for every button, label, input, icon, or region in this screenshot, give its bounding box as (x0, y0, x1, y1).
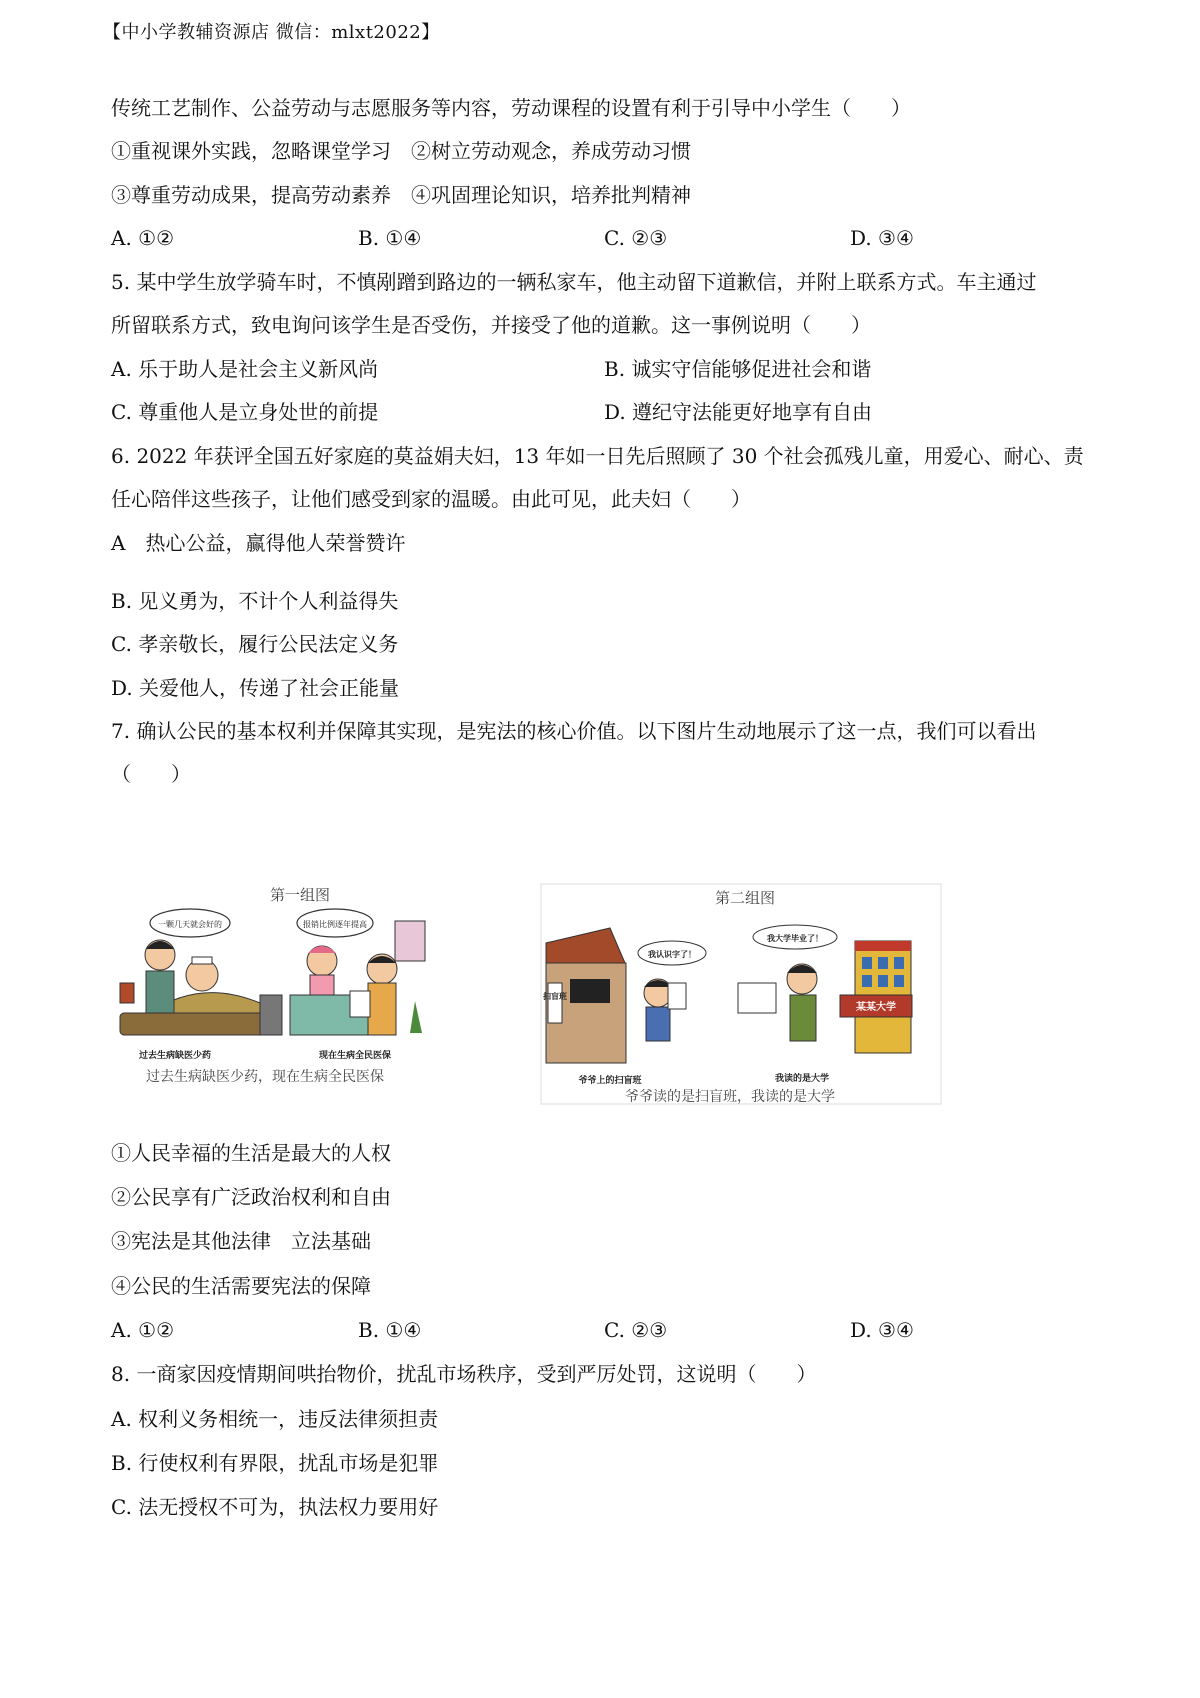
page-header: 【中小学教辅资源店 微信：mlxt2022】 (103, 22, 440, 43)
q6-option-c: C. 孝亲敬长，履行公民法定义务 (111, 632, 399, 656)
panel-now-insurance (290, 909, 425, 1061)
group1-title: 第一组图 (269, 886, 331, 904)
q7-statement-4: ④公民的生活需要宪法的保障 (111, 1274, 371, 1298)
comic-group-2 (540, 883, 950, 1108)
panel-literacy-class (543, 928, 706, 1086)
q6-option-d: D. 关爱他人，传递了社会正能量 (111, 676, 400, 700)
q6-stem-line1: 6. 2022 年获评全国五好家庭的莫益娟夫妇，13 年如一日先后照顾了 30 个社会孤残儿童，用爱心、耐心、责 (111, 444, 1084, 468)
q5-option-b: B. 诚实守信能够促进社会和谐 (604, 357, 872, 381)
q7-statement-1: ①人民幸福的生活是最大的人权 (111, 1141, 391, 1165)
q7-option-d: D. ③④ (850, 1318, 914, 1342)
group2-bubble2: 我大学毕业了！ (767, 934, 823, 943)
group1-label2: 现在生病全民医保 (318, 1051, 392, 1061)
q5-option-a: A. 乐于助人是社会主义新风尚 (111, 357, 379, 381)
group2-sign2: 某某大学 (856, 1002, 896, 1013)
q5-stem-line1: 5. 某中学生放学骑车时，不慎剐蹭到路边的一辆私家车，他主动留下道歉信，并附上联系方式。车主通过 (111, 270, 1037, 294)
q5-option-d: D. 遵纪守法能更好地享有自由 (604, 400, 873, 424)
q4-statements-1: ①重视课外实践，忽略课堂学习 ②树立劳动观念，养成劳动习惯 (111, 139, 691, 163)
q8-option-a: A. 权利义务相统一，违反法律须担责 (111, 1407, 439, 1431)
q6-stem-line2: 任心陪伴这些孩子，让他们感受到家的温暖。由此可见，此夫妇（ ） (111, 487, 751, 511)
q5-option-c: C. 尊重他人是立身处世的前提 (111, 400, 379, 424)
q4-option-c: C. ②③ (604, 226, 668, 250)
q7-option-a: A. ①② (111, 1318, 175, 1342)
q7-option-b: B. ①④ (358, 1318, 422, 1342)
q8-option-b: B. 行使权利有界限，扰乱市场是犯罪 (111, 1451, 439, 1475)
group1-label1: 过去生病缺医少药 (138, 1051, 212, 1061)
group1-bubble2: 报销比例逐年提高 (303, 920, 367, 929)
q4-stem: 传统工艺制作、公益劳动与志愿服务等内容，劳动课程的设置有利于引导中小学生（ ） (111, 96, 911, 120)
group2-sign1: 扫盲班 (543, 992, 567, 1001)
group2-caption: 爷爷读的是扫盲班，我读的是大学 (625, 1089, 835, 1105)
q5-stem-line2: 所留联系方式，致电询问该学生是否受伤，并接受了他的道歉。这一事例说明（ ） (111, 313, 871, 337)
q8-stem: 8. 一商家因疫情期间哄抬物价，扰乱市场秩序，受到严厉处罚，这说明（ ） (111, 1362, 817, 1386)
q7-statement-2: ②公民享有广泛政治权利和自由 (111, 1185, 391, 1209)
q4-statements-2: ③尊重劳动成果，提高劳动素养 ④巩固理论知识，培养批判精神 (111, 183, 691, 207)
q6-option-b: B. 见义勇为，不计个人利益得失 (111, 589, 399, 613)
q7-option-c: C. ②③ (604, 1318, 668, 1342)
group1-caption: 过去生病缺医少药，现在生病全民医保 (146, 1069, 384, 1085)
group2-title: 第二组图 (714, 889, 776, 907)
panel-old-illness (120, 909, 282, 1061)
q6-option-a: A 热心公益，赢得他人荣誉赞许 (111, 531, 406, 555)
comic-group-1 (110, 883, 490, 1108)
q7-stem-line2: （ ） (111, 762, 191, 786)
q4-option-a: A. ①② (111, 226, 175, 250)
q8-option-c: C. 法无授权不可为，执法权力要用好 (111, 1495, 439, 1519)
group2-label2: 我读的是大学 (774, 1074, 830, 1084)
panel-university (738, 925, 912, 1084)
q4-option-d: D. ③④ (850, 226, 914, 250)
q7-statement-3: ③宪法是其他法律 立法基础 (111, 1229, 371, 1253)
q4-option-b: B. ①④ (358, 226, 422, 250)
group1-bubble1: 一颗几天就会好的 (158, 920, 222, 929)
group2-bubble1: 我认识字了！ (648, 950, 696, 959)
q7-stem-line1: 7. 确认公民的基本权利并保障其实现，是宪法的核心价值。以下图片生动地展示了这一点，我们可以看出 (111, 719, 1037, 743)
group2-label1: 爷爷上的扫盲班 (578, 1076, 642, 1086)
